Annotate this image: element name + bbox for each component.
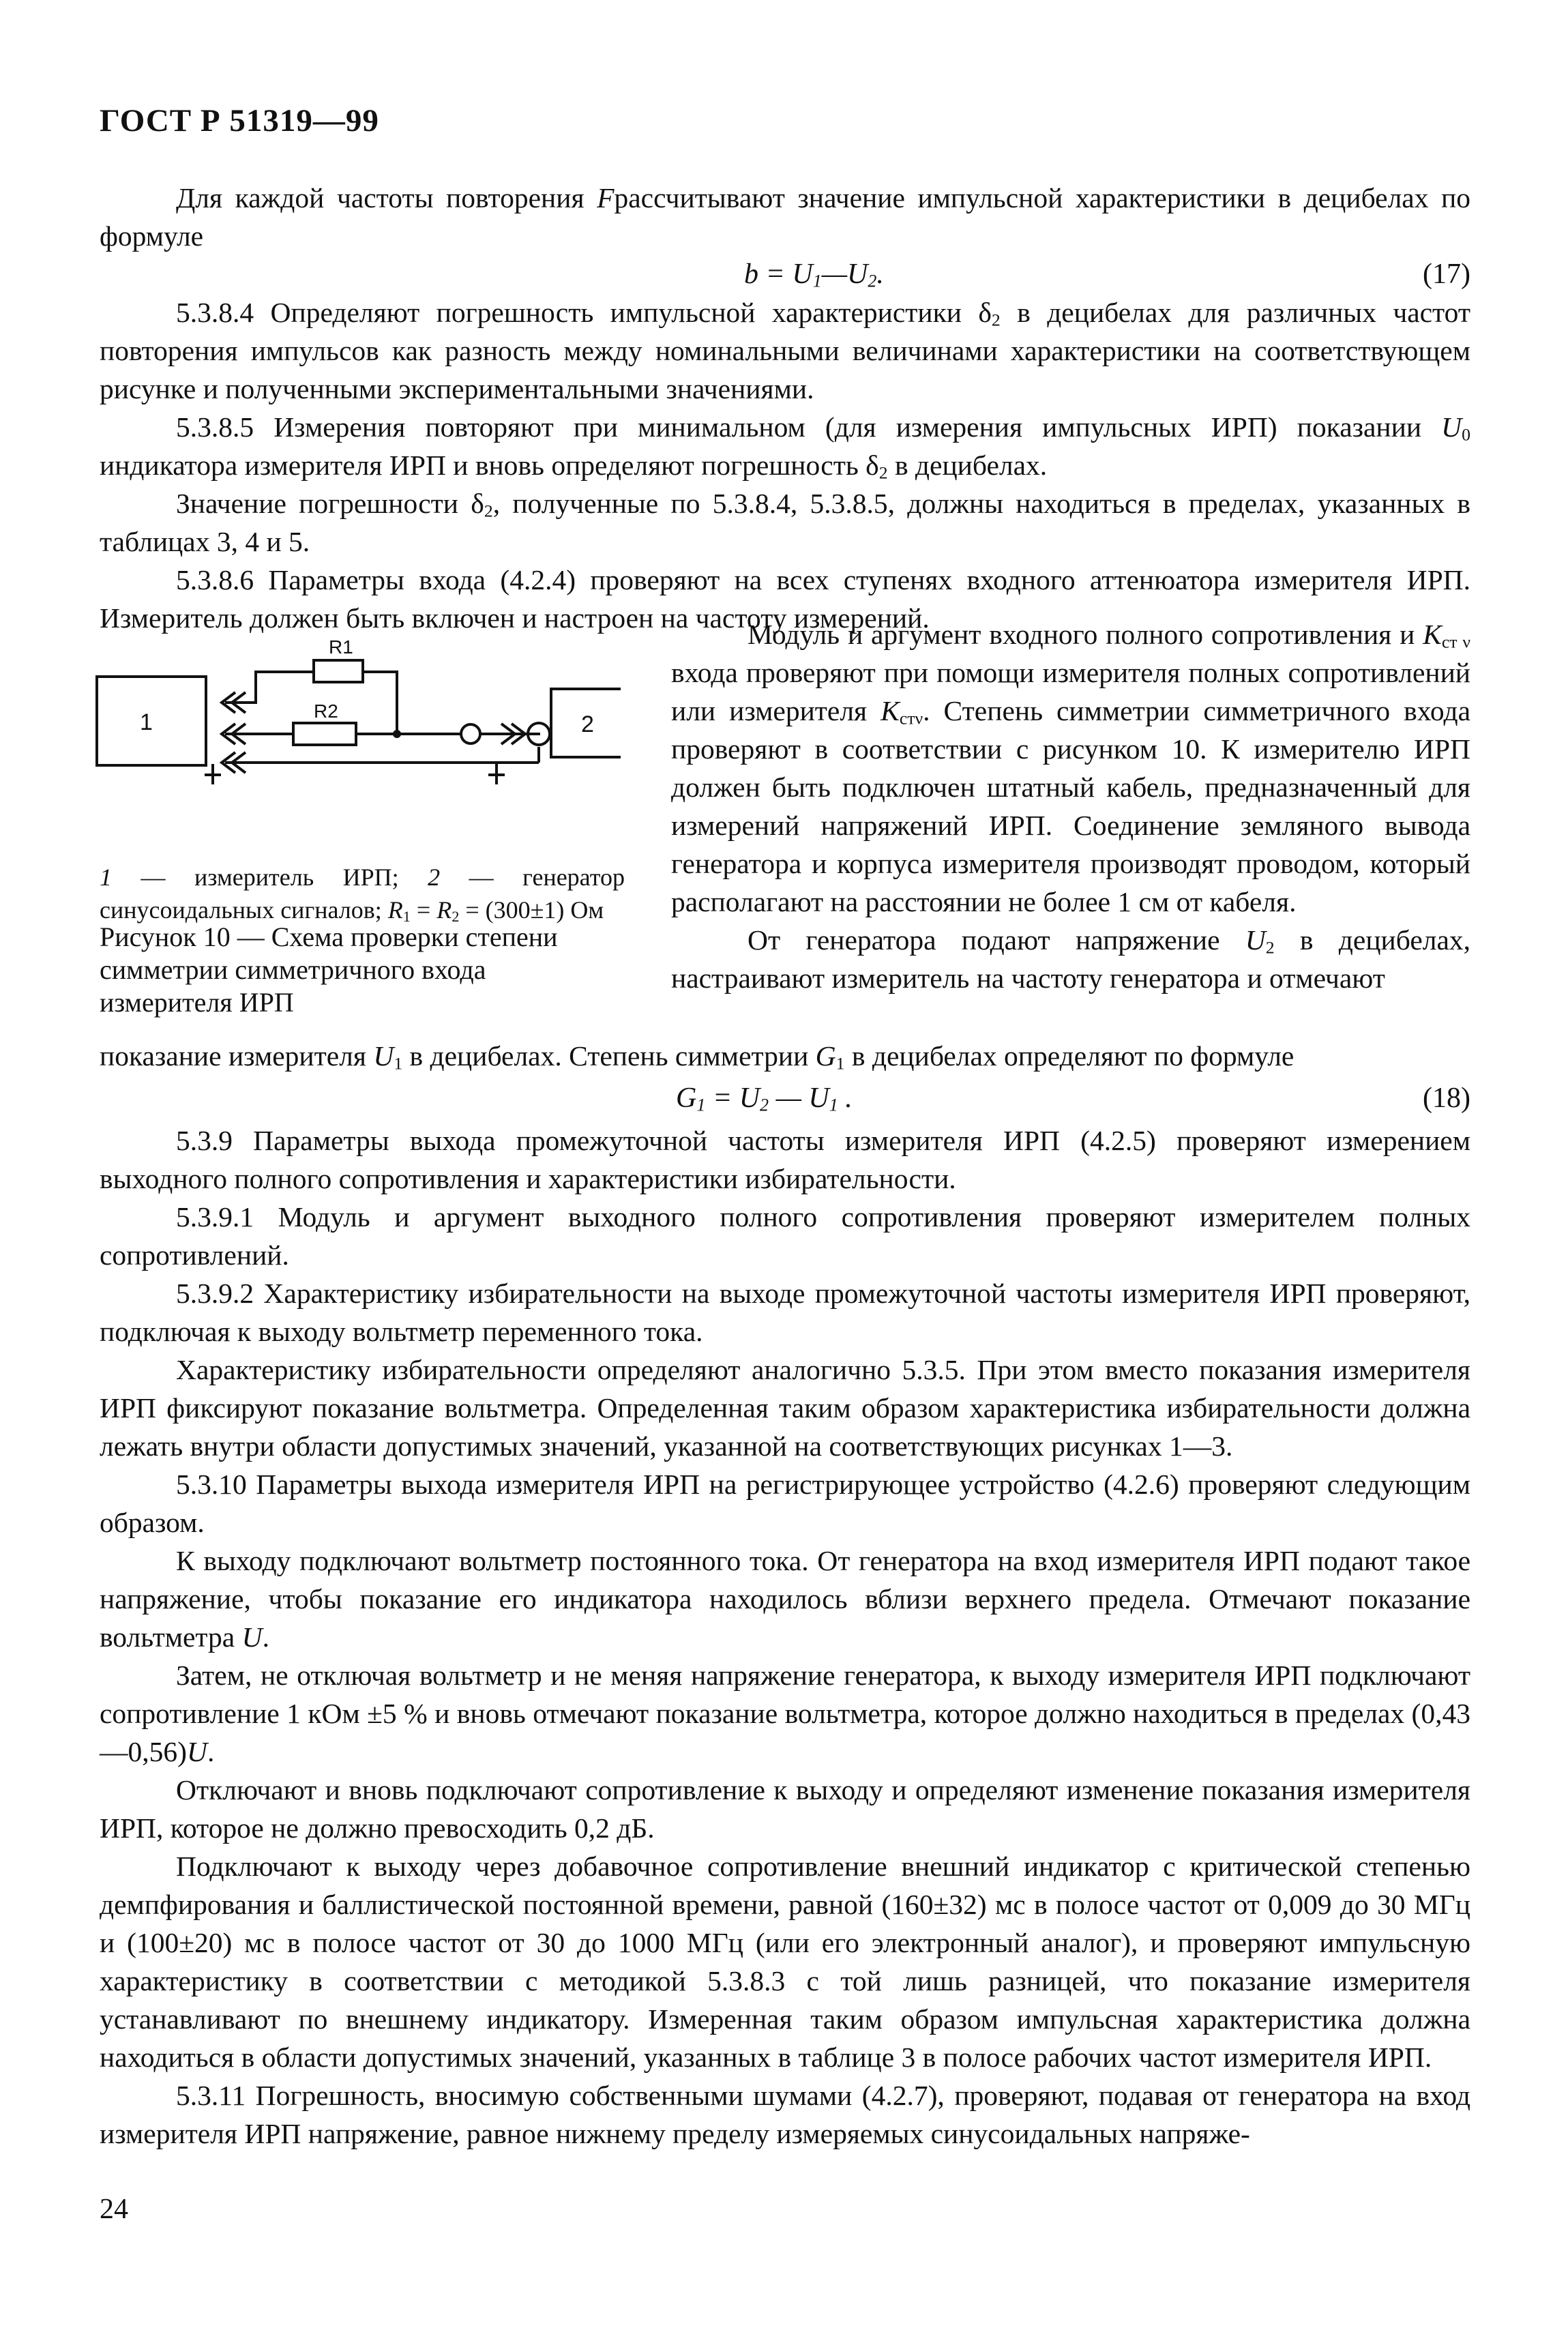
paragraph-5-3-9: 5.3.9 Параметры выхода промежуточной частоты измерителя ИРП (4.2.5) проверяют измерением выходного полного сопротивления и характеристики избирательности.	[100, 1125, 1470, 1194]
paragraph-5-3-8-6: 5.3.8.6 Параметры входа (4.2.4) проверяют на всех ступенях входного аттенюатора измерителя ИРП. Измеритель должен быть включен и настроен на частоту измерений.	[100, 564, 1470, 634]
label-r2: R2	[314, 701, 338, 722]
formula-expression: $G_1 = U_2$ — $U_1$ .	[676, 1082, 853, 1115]
paragraph-5-3-8-5: 5.3.8.5 Измерения повторяют при минимальном (для измерения импульсных ИРП) показании $U_0$ индикатора измерителя ИРП и вновь определяют погрешность $\delta_2$ в децибелах.	[100, 411, 1470, 483]
top-text	[100, 179, 1470, 637]
paragraph: Для каждой частоты повторения Fрассчитывают значение импульсной характеристики в децибелах по формуле	[100, 182, 1470, 252]
formula-expression: $b = U_1—U_2$.	[744, 259, 884, 291]
paragraph-5-3-10: 5.3.10 Параметры выхода измерителя ИРП на регистрирующее устройство (4.2.6) проверяют следующим образом.	[100, 1469, 1470, 1538]
formula-18	[100, 1079, 1470, 1117]
page-number: 24	[100, 2194, 128, 2225]
paragraph-external-indicator: Подключают к выходу через добавочное сопротивление внешний индикатор с критической степенью демпфирования и баллистической постоянной времени, равной (160±32) мс в полосе частот от 0,009 до 30 МГц и (100±20) мс в полосе частот от 30 до 1000 МГц (или его электронный аналог), и проверяют импульсную характеристику в соответствии с методикой 5.3.8.3 с той лишь разницей, что показание измерителя устанавливают по внешнему индикатору. Измеренная таким образом импульсная характеристика должна находиться в области допустимых значений, указанных в таблице 3 в полосе рабочих частот измерителя ИРП.	[100, 1851, 1470, 2073]
resistor-r1	[314, 660, 363, 682]
paragraph-continued: показание измерителя $U_1$ в децибелах. Степень симметрии $G_1$ в децибелах определяют по формуле	[100, 1040, 1295, 1074]
figure-10-circuit	[89, 621, 621, 784]
paragraph-selectivity: Характеристику избирательности определяют аналогично 5.3.5. При этом вместо показания измерителя ИРП фиксируют показание вольтметра. Определенная таким образом характеристика избирательности должна лежать внутри области допустимых значений, указанной на соответствующих рисунках 1—3.	[100, 1354, 1470, 1462]
paragraph-generator: От генератора подают напряжение $U_2$ в децибелах, настраивают измеритель на частоту генератора и отмечают	[671, 924, 1470, 994]
paragraph-voltmeter: К выходу подключают вольтметр постоянного тока. От генератора на вход измерителя ИРП подают такое напряжение, чтобы показание его индикатора находилось вблизи верхнего предела. Отмечают показание вольтметра U.	[100, 1545, 1470, 1653]
label-box-1: 1	[140, 709, 153, 735]
formula-17	[100, 255, 1470, 293]
paragraph-resistance: Затем, не отключая вольтметр и не меняя напряжение генератора, к выходу измерителя ИРП подключают сопротивление 1 кОм ±5 % и вновь отмечают показание вольтметра, которое должно находиться в пределах (0,43—0,56)U.	[100, 1660, 1470, 1767]
figure-legend: 1 — измеритель ИРП; 2 — генератор синусоидальных сигналов; $R_1 = R_2 = (300\pm 1)$ Ом	[100, 864, 625, 925]
bottom-text	[100, 1037, 1470, 2153]
resistor-r2	[293, 723, 356, 745]
document-header: ГОСТ Р 51319—99	[100, 103, 379, 138]
label-r1: R1	[329, 636, 353, 658]
paragraph-5-3-9-2: 5.3.9.2 Характеристику избирательности на выходе промежуточной частоты измерителя ИРП проверяют, подключая к выходу вольтметр переменного тока.	[100, 1278, 1470, 1347]
formula-number: (17)	[1423, 259, 1470, 290]
paragraph-input-params: Модуль и аргумент входного полного сопротивления и $K_{ст \nu}$ входа проверяют при помощи измерителя полных сопротивлений или измерителя $K_{ст\nu}$. Степень симметрии симметричного входа проверяют в соответствии с рисунком 10. К измерителю ИРП должен быть подключен штатный кабель, предназначенный для измерений напряжений ИРП. Соединение земляного вывода генератора и корпуса измерителя производят проводом, который располагают на расстоянии не более 1 см от кабеля.	[671, 619, 1471, 917]
paragraph-5-3-8-4: 5.3.8.4 Определяют погрешность импульсной характеристики $\delta_2$ в децибелах для различных частот повторения импульсов как разность между номинальными величинами характеристики на соответствующем рисунке и полученными экспериментальными значениями.	[100, 297, 1470, 404]
figure-caption: Рисунок 10 — Схема проверки степени симметрии симметричного входа измерителя ИРП	[100, 922, 558, 1018]
paragraph-disconnect: Отключают и вновь подключают сопротивление к выходу и определяют изменение показания измерителя ИРП, которое не должно превосходить 0,2 дБ.	[100, 1774, 1470, 1844]
label-box-2: 2	[581, 711, 594, 737]
paragraph-5-3-11: 5.3.11 Погрешность, вносимую собственными шумами (4.2.7), проверяют, подавая от генератора на вход измерителя ИРП напряжение, равное нижнему пределу измеряемых синусоидальных напряже-	[100, 2080, 1470, 2149]
formula-number: (18)	[1423, 1082, 1470, 1114]
paragraph-5-3-9-1: 5.3.9.1 Модуль и аргумент выходного полного сопротивления проверяют измерителем полных сопротивлений.	[100, 1201, 1470, 1271]
right-column-text	[671, 615, 1470, 997]
paragraph-error-value: Значение погрешности $\delta_2$, полученные по 5.3.8.4, 5.3.8.5, должны находиться в пределах, указанных в таблицах 3, 4 и 5.	[100, 488, 1470, 557]
